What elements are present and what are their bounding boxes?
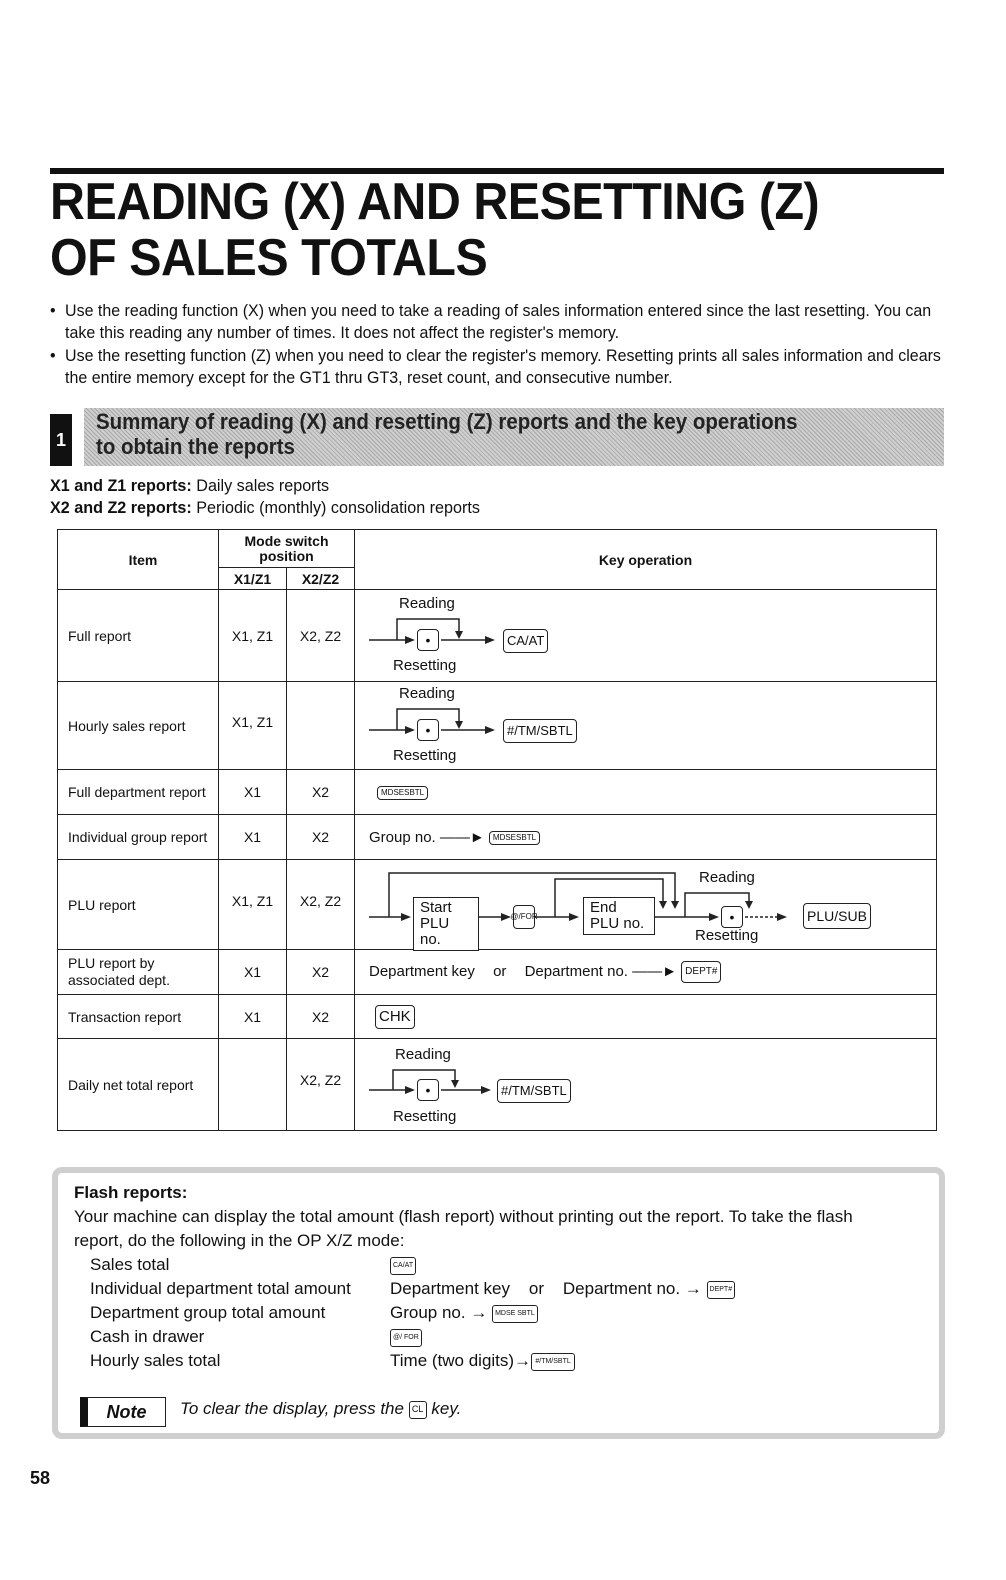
row-x2z2: X2	[287, 770, 355, 815]
key-bottom: SBTL	[404, 788, 425, 798]
period-key: •	[721, 906, 743, 928]
cl-key: CL	[409, 1401, 427, 1419]
resetting-label: Resetting	[393, 656, 457, 674]
title-line-2: OF SALES TOTALS	[50, 229, 488, 287]
key-bottom: SBTL	[516, 832, 537, 842]
legend-text: Periodic (monthly) consolidation reports	[191, 498, 480, 517]
row-x2z2: X2	[287, 950, 355, 995]
op-text: Department key or Department no. →	[390, 1279, 702, 1298]
row-key-operation	[355, 950, 937, 995]
flash-items	[90, 1253, 810, 1373]
title-line-1: READING (X) AND RESETTING (Z)	[50, 173, 820, 231]
legend-label: X1 and Z1 reports:	[50, 476, 192, 495]
flash-item-op	[390, 1301, 810, 1325]
row-x2z2: X2, Z2	[287, 1039, 355, 1131]
flash-title: Flash reports:	[74, 1183, 188, 1202]
row-x1z1: X1, Z1	[219, 860, 287, 950]
key-bottom: FOR	[520, 911, 538, 921]
reports-table	[57, 529, 937, 1131]
flash-item-label: Cash in drawer	[90, 1327, 205, 1346]
row-x1z1: X1	[219, 995, 287, 1039]
table-row	[58, 860, 937, 950]
section-title-line-2: to obtain the reports	[96, 434, 295, 459]
tm-sbtl-key: #/TM/SBTL	[531, 1353, 575, 1371]
flash-item-label: Sales total	[90, 1255, 170, 1274]
op-text: Time (two digits)→	[390, 1351, 532, 1370]
reading-resetting-flow	[369, 683, 936, 769]
at-for-key: @/ FOR	[390, 1329, 422, 1347]
tm-sbtl-key: #/TM/SBTL	[497, 1079, 571, 1103]
ca-at-key: CA/AT	[503, 629, 548, 653]
row-x1z1: X1	[219, 815, 287, 860]
reading-label: Reading	[395, 1045, 451, 1063]
key-top: MDSE	[492, 832, 517, 842]
dept-key: DEPT#	[707, 1281, 736, 1299]
department-no-text: Department no.	[524, 962, 628, 980]
row-key-operation	[355, 682, 937, 770]
flash-item-op	[390, 1325, 810, 1349]
department-key-text: Department key	[369, 962, 475, 980]
mdse-sbtl-key	[377, 786, 428, 800]
note-text-after: key.	[426, 1399, 462, 1418]
section-title	[96, 409, 797, 459]
dept-key: DEPT#	[681, 961, 721, 983]
or-text: or	[493, 962, 507, 980]
row-x1z1: X1, Z1	[219, 590, 287, 682]
legend-label: X2 and Z2 reports:	[50, 498, 192, 517]
row-item: Full department report	[58, 770, 219, 815]
table-row	[58, 590, 937, 682]
ca-at-key: CA/AT	[390, 1257, 416, 1275]
row-key-operation	[355, 995, 937, 1039]
flash-item-label: Department group total amount	[90, 1303, 326, 1322]
row-x1z1: X1, Z1	[219, 682, 287, 770]
note-text-before: To clear the display, press the	[180, 1399, 409, 1418]
table-row	[58, 770, 937, 815]
note-tag: Note	[80, 1397, 166, 1427]
key-top: @/	[510, 911, 521, 921]
header-x1z1: X1/Z1	[219, 568, 287, 590]
bullet-item: • Use the reading function (X) when you need to take a reading of sales information entered since the last resetting. You can take this reading any number of times. It does not affect the register's memory.	[50, 300, 952, 344]
chk-key: CHK	[375, 1005, 415, 1029]
row-key-operation	[355, 770, 937, 815]
row-item: Hourly sales report	[58, 682, 219, 770]
flash-reports-box	[52, 1167, 945, 1439]
reading-label: Reading	[699, 868, 755, 886]
reading-resetting-flow	[369, 1042, 936, 1128]
flash-item-op	[390, 1253, 810, 1277]
row-x1z1: X1	[219, 770, 287, 815]
table-row	[58, 682, 937, 770]
flash-item-op	[390, 1349, 810, 1373]
section-title-line-1: Summary of reading (X) and resetting (Z) reports and the key operations	[96, 409, 798, 434]
row-item: PLU report	[58, 860, 219, 950]
header-row	[58, 530, 937, 568]
flash-intro	[74, 1181, 853, 1253]
tm-sbtl-key: #/TM/SBTL	[503, 719, 577, 743]
resetting-label: Resetting	[393, 1107, 457, 1125]
period-key: •	[417, 719, 439, 741]
row-x1z1	[219, 1039, 287, 1131]
header-x2z2: X2/Z2	[287, 568, 355, 590]
op-text: Group no. →	[390, 1303, 488, 1322]
row-key-operation	[355, 590, 937, 682]
row-item: Transaction report	[58, 995, 219, 1039]
header-item: Item	[58, 530, 219, 590]
row-x2z2: X2	[287, 995, 355, 1039]
legend-x2z2	[50, 497, 480, 519]
bullet-item: • Use the resetting function (Z) when you need to clear the register's memory. Resetting prints all sales information and clears the entire memory except for the GT1 thru GT3, reset count, and consecutive number.	[50, 345, 952, 389]
header-mode: Mode switch position	[219, 530, 355, 568]
mdse-sbtl-key: MDSE SBTL	[492, 1305, 538, 1323]
row-x2z2: X2, Z2	[287, 590, 355, 682]
reading-label: Reading	[399, 684, 455, 702]
row-item: Individual group report	[58, 815, 219, 860]
reading-resetting-flow	[369, 593, 936, 679]
key-top: MDSE	[381, 788, 405, 798]
mdse-sbtl-key	[489, 831, 540, 845]
row-item: Daily net total report	[58, 1039, 219, 1131]
table-row	[58, 950, 937, 995]
flash-item-label: Hourly sales total	[90, 1351, 221, 1370]
page-title	[50, 174, 819, 286]
arrow-right-icon: ——►	[439, 828, 489, 846]
flash-intro-line-1: Your machine can display the total amount (flash report) without printing out the report. To take the flash	[74, 1207, 853, 1226]
row-key-operation	[355, 815, 937, 860]
row-x1z1: X1	[219, 950, 287, 995]
arrow-right-icon: ——►	[632, 962, 677, 980]
row-x2z2: X2, Z2	[287, 860, 355, 950]
table-row	[58, 1039, 937, 1131]
end-plu-box: End PLU no.	[583, 897, 655, 935]
period-key: •	[417, 629, 439, 651]
plu-flow	[369, 861, 936, 949]
row-x2z2	[287, 682, 355, 770]
table-row	[58, 815, 937, 860]
row-key-operation	[355, 860, 937, 950]
flash-item-op	[390, 1277, 810, 1301]
page-number: 58	[30, 1468, 51, 1488]
at-for-key	[510, 905, 538, 929]
header-key-operation: Key operation	[355, 530, 937, 590]
row-item: Full report	[58, 590, 219, 682]
flash-item-label: Individual department total amount	[90, 1279, 351, 1298]
reading-label: Reading	[399, 594, 455, 612]
row-item: PLU report by associated dept.	[58, 950, 219, 995]
start-plu-box: Start PLU no.	[413, 897, 479, 951]
plu-sub-key: PLU/SUB	[803, 903, 871, 929]
row-x2z2: X2	[287, 815, 355, 860]
flash-intro-line-2: report, do the following in the OP X/Z mode:	[74, 1231, 405, 1250]
intro-bullets	[50, 300, 950, 390]
resetting-label: Resetting	[695, 926, 759, 944]
note-text	[180, 1399, 461, 1419]
resetting-label: Resetting	[393, 746, 457, 764]
row-key-operation	[355, 1039, 937, 1131]
legend-x1z1	[50, 475, 329, 497]
group-no-text: Group no.	[369, 828, 436, 846]
period-key: •	[417, 1079, 439, 1101]
table-row	[58, 995, 937, 1039]
legend-text: Daily sales reports	[191, 476, 330, 495]
section-number: 1	[50, 414, 72, 466]
